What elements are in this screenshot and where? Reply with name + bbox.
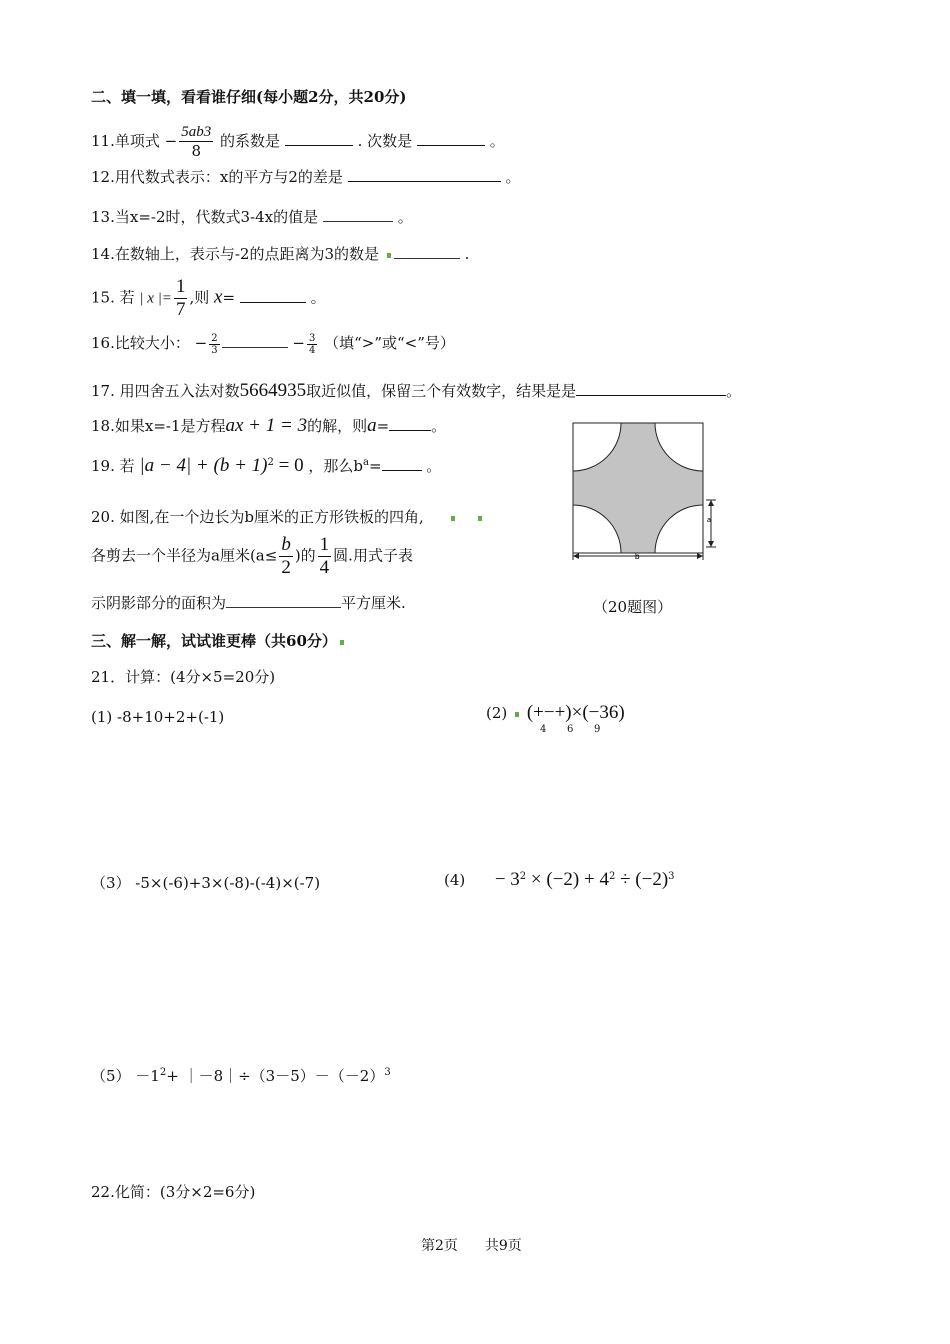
q18-mid: 的解，则 [307, 417, 368, 435]
q14-end: . [464, 245, 470, 263]
q16-minus-1: − [194, 334, 208, 352]
q21-p2-denominator-3: 9 [594, 724, 601, 735]
question-12 [91, 166, 520, 187]
q12-text: 12.用代数式表示：x的平方与2的差是 [91, 168, 343, 186]
q21-part-4: $(4) - 3^2 \times (-2) + 4^2 \div (-2)^3$ [444, 869, 675, 890]
q11-denominator: 8 [191, 142, 201, 160]
q18-equation: ax + 1 = 3 [225, 415, 308, 436]
q19-prefix: 19. 若 [91, 457, 135, 475]
q21-p2-denominator-2: 6 [567, 724, 574, 735]
arrow-head [573, 553, 579, 559]
question-20-line-2: 各剪去一个半径为a厘米(a≤ $\frac{b}{2}$ )的 $\frac{1}{4}$ 圆.用式子表 [91, 534, 413, 578]
green-mark-icon [340, 640, 344, 645]
q21-part-2: (2) (+−+)×(−36) [486, 702, 625, 723]
q11-blank-coefficient[interactable] [285, 145, 353, 146]
q22-title: 22.化简：(3分×2=6分) [91, 1183, 256, 1201]
q13-text: 13.当x=-2时，代数式3-4x的值是 [91, 208, 319, 226]
green-mark-icon [515, 712, 519, 717]
q18-prefix: 18.如果x=-1是方程 [91, 417, 226, 435]
q19-eq-zero: = 0 [273, 455, 304, 476]
question-11 [91, 124, 505, 160]
q18-var: a [367, 415, 377, 436]
question-20-line-3: 示阴影部分的面积为 平方厘米. [91, 594, 406, 612]
question-20-line-1: 20. 如图,在一个边长为b厘米的正方形铁板的四角, [91, 506, 485, 527]
q21-part-3: （3） -5×(-6)+3×(-8)-(-4)×(-7) [91, 874, 321, 892]
q15-denominator: 7 [175, 299, 186, 320]
footer-page-total: 共9页 [484, 1238, 522, 1254]
q15-prefix: 15. 若 [91, 288, 135, 307]
q16-minus-2: − [292, 334, 305, 352]
q11-blank-degree[interactable] [417, 145, 485, 146]
q13-blank[interactable] [323, 221, 393, 222]
q11-minus: − [164, 132, 178, 150]
green-mark-icon [451, 516, 455, 521]
footer-page-number: 第2页 [421, 1238, 458, 1254]
q15-fraction [174, 276, 188, 321]
q17-blank[interactable] [576, 395, 726, 396]
q16-blank[interactable] [222, 347, 288, 348]
q18-blank[interactable] [389, 430, 431, 431]
section-2-title: 二、填一填，看看谁仔细(每小题2分，共20分) [91, 88, 407, 106]
q15-abs-x: | x |= [139, 290, 172, 307]
q16-prefix: 16.比较大小： [91, 334, 190, 352]
q19-end: 。 [426, 457, 442, 475]
arrow-head [708, 541, 714, 547]
q15-blank[interactable] [240, 302, 306, 303]
q21-part-1: (1) -8+10+2+(-1) [91, 708, 225, 726]
green-mark-icon [478, 516, 482, 521]
label-a: a [707, 517, 711, 524]
question-18 [91, 415, 446, 437]
q11-post: . 次数是 [357, 132, 413, 150]
q21-title: 21．计算：(4分×5=20分) [91, 668, 276, 686]
question-15 [91, 276, 326, 321]
question-19: 19. 若 $|a - 4| + (b + 1)^2 = 0$ ，那么$b^a=$ 。 [91, 455, 442, 476]
q11-end: 。 [489, 132, 505, 150]
q18-eq: = [376, 417, 390, 435]
q19-expression: |a − 4| + (b + 1) [139, 455, 268, 476]
q21-part-5: $(5) -1^2+$ $|-8|\div(3-5)-(-2)^3$ [91, 1067, 391, 1085]
q20-blank[interactable] [226, 607, 341, 608]
question-13 [91, 206, 413, 227]
q11-numerator: 5ab3 [181, 124, 212, 140]
q15-var: x [214, 286, 223, 308]
q17-prefix: 17. 用四舍五入法对数 [91, 382, 240, 400]
q19-mid: ，那么b [308, 457, 363, 475]
q16-post: （填“>”或“<”号） [324, 334, 455, 352]
section-3-title: 三、解一解，试试谁更棒（共60分） [91, 630, 347, 651]
q17-end: 。 [726, 382, 742, 400]
q12-end: 。 [505, 168, 521, 186]
page-footer [421, 1235, 522, 1255]
q17-post: 取近似值，保留三个有效数字，结果是是 [306, 382, 577, 400]
q15-numerator: 1 [175, 276, 186, 297]
q16-fraction-1: $\frac{2}{3}$ [211, 332, 218, 356]
arrow-head [697, 553, 703, 559]
q11-mid: 的系数是 [220, 132, 281, 150]
q13-end: 。 [397, 208, 413, 226]
q11-prefix: 11.单项式 [91, 132, 160, 150]
q21-p2-expression: (+−+)×(−36) [526, 702, 625, 723]
q14-text: 14.在数轴上，表示与-2的点距离为3的数是 [91, 245, 380, 263]
label-b: b [635, 552, 640, 561]
arrow-head [708, 500, 714, 506]
q20-figure [566, 418, 726, 566]
q20-caption: （20题图） [593, 598, 673, 616]
q15-eq: = [222, 288, 236, 307]
q11-fraction [179, 124, 213, 160]
q20-fraction-b-2: $\frac{b}{2}$ [281, 534, 291, 578]
q15-end: 。 [310, 288, 326, 307]
q17-number: 5664935 [239, 380, 307, 401]
q16-fraction-2: $\frac{3}{4}$ [308, 332, 316, 356]
q18-end: 。 [431, 417, 447, 435]
q20-fraction-1-4: $\frac{1}{4}$ [319, 534, 330, 578]
question-17 [91, 380, 741, 402]
green-mark-icon [387, 253, 391, 258]
q12-blank[interactable] [348, 181, 501, 182]
q14-blank[interactable] [394, 258, 460, 259]
q15-mid: ,则 [189, 288, 210, 307]
q19-blank[interactable] [382, 470, 422, 471]
question-14 [91, 243, 469, 264]
q21-p2-denominator-1: 4 [540, 724, 547, 735]
question-16 [91, 332, 455, 356]
